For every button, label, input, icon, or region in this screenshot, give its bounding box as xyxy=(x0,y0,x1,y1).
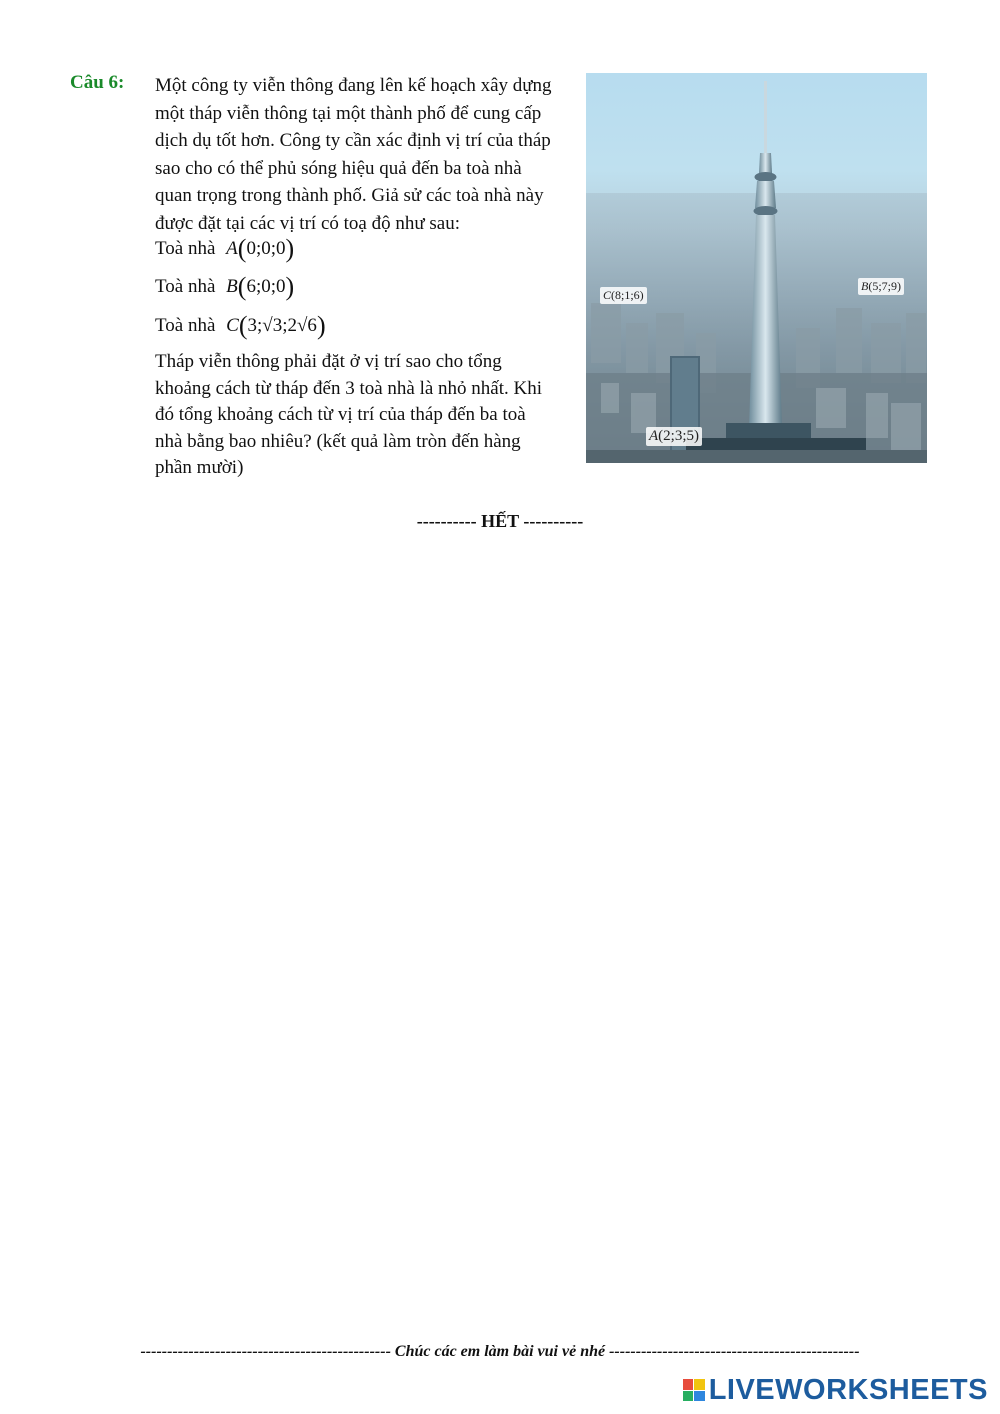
close-paren: ) xyxy=(316,311,326,340)
open-paren: ( xyxy=(237,234,247,263)
building-prefix: Toà nhà xyxy=(155,238,216,259)
open-paren: ( xyxy=(238,311,248,340)
closing-line: phần mười) xyxy=(155,457,244,478)
intro-line: một tháp viễn thông tại một thành phố để cung cấp xyxy=(155,102,542,124)
building-prefix: Toà nhà xyxy=(155,276,216,297)
close-paren: ) xyxy=(285,272,295,301)
open-paren: ( xyxy=(237,272,247,301)
intro-line: quan trọng trong thành phố. Giả sử các toà nhà này xyxy=(155,185,544,206)
coordinate-values: 0;0;0 xyxy=(246,238,286,259)
point-name: C xyxy=(226,315,239,336)
label-c: C(8;1;6) xyxy=(600,287,647,304)
closing-line: khoảng cách từ tháp đến 3 toà nhà là nhỏ nhất. Khi xyxy=(155,377,543,399)
question-label: Câu 6: xyxy=(70,72,125,93)
tower-photo xyxy=(586,73,927,463)
liveworksheets-brand[interactable] xyxy=(683,1373,988,1407)
building-prefix: Toà nhà xyxy=(155,315,216,336)
building-a-coordinates xyxy=(155,234,294,264)
liveworksheets-logo-icon xyxy=(683,1379,705,1401)
label-b: B(5;7;9) xyxy=(858,278,904,295)
point-name: B xyxy=(226,276,238,297)
close-paren: ) xyxy=(285,234,295,263)
question-closing xyxy=(155,349,571,482)
closing-line: đó tổng khoảng cách từ vị trí của tháp đến ba toà xyxy=(155,404,526,425)
footer-message: ----------------------------------------------- Chúc các em làm bài vui vẻ nhé ----------------------------------------------- xyxy=(140,1343,860,1360)
closing-line: Tháp viễn thông phải đặt ở vị trí sao cho tổng xyxy=(155,351,502,372)
coordinate-values: 3;√3;2√6 xyxy=(247,315,317,336)
coordinate-values: 6;0;0 xyxy=(246,276,286,297)
intro-line: được đặt tại các vị trí có toạ độ như sau: xyxy=(155,212,460,234)
building-b-coordinates xyxy=(155,272,294,302)
label-a: A(2;3;5) xyxy=(646,427,702,446)
city-illustration xyxy=(586,73,927,463)
brand-name: LIVEWORKSHEETS xyxy=(708,1373,988,1406)
closing-line: nhà bằng bao nhiêu? (kết quả làm tròn đến hàng xyxy=(155,430,521,452)
question-intro xyxy=(155,72,571,237)
point-name: A xyxy=(226,238,238,259)
intro-line: dịch dụ tốt hơn. Công ty cần xác định vị trí của tháp xyxy=(155,130,551,151)
end-marker: ---------- HẾT ---------- xyxy=(416,511,584,531)
building-c-coordinates xyxy=(155,311,326,341)
intro-line: Một công ty viễn thông đang lên kế hoạch xây dựng xyxy=(155,75,552,96)
intro-line: sao cho có thể phủ sóng hiệu quả đến ba toà nhà xyxy=(155,157,522,179)
